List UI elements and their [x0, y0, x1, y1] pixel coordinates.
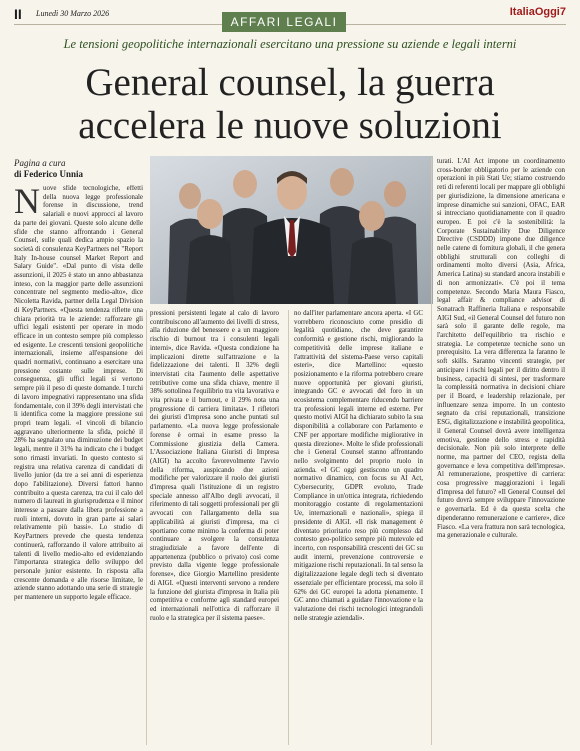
- byline: [14, 158, 142, 180]
- article-column-1: [14, 185, 143, 745]
- publication-logo: ItaliaOggi7: [509, 6, 566, 18]
- article-photo: [150, 156, 433, 304]
- issue-date: Lunedì 30 Marzo 2026: [36, 9, 110, 18]
- byline-prefix: Pagina a cura: [14, 158, 66, 168]
- article-column-2: pressioni persistenti legate al calo di lavoro contribuiscono all'aumento dei livelli di stress, alla riduzione del benessere e a un maggiore rischio di burnout tra i consulenti legali interni», dice Ravida. «Questa condizione ha implicazioni dirette sull'attrazione e la fidelizzazione dei talenti. Il 32% degli intervistati cita l'aumento delle aspettative retributive come una sfida chiave, mentre il 38% sottolinea l'equilibrio tra vita lavorativa e vita privata e il burnout, e il 29% nota una progressione di carriera limitata». I rifletori dei giuristi d'impresa sono anche puntati sul parlamento. «La nuova legge professionale forense è ormai in esame presso la Commissione giustizia della Camera. L'Associazione Italiana Giuristi di Impresa (AIGI) ha accolto favorevolmente l'avvio della riforma, auspicando due azioni modifiche per valorizzare il ruolo dei giuristi d'impresa quali l'istituzione di un registro speciale annesso all'Albo degli avvocati, il riferimento di tali soggetti professionali per gli avvocati con l'allargamento della sua applicabilità ai giuristi d'impresa, ma ci sportiamo come minimo la conferma di poter continuare a svolgere la consulenza stragiudiziale a favore dell'ente di appartenenza (pubblico o privato) così come previsto dalla vigente legge professionale forense», dice Giorgio Martellino presidente di AIGI. «Questi interventi servono a rendere la funzione del giurista d'impresa in Italia più competitiva e conforme agli standard europei ed internazionali nell'ottica di rafforzare il ruolo e la strategica per il sistema paese».: [150, 310, 279, 622]
- byline-author: di Federico Unnia: [14, 169, 83, 179]
- column-divider: [431, 158, 432, 745]
- article-kicker: Le tensioni geopolitiche internazionali esercitano una pressione su aziende e legali interni: [63, 37, 517, 51]
- business-people-illustration: [150, 156, 433, 304]
- article-column-3: no dall'iter parlamentare ancora aperta. «I GC vorrebbero riconosciuto come presidio di legalità quotidiano, che deve garantire conformità e gestione rischi, migliorando la competitività delle imprese italiane e l'attrattività del sistema-Paese verso capitali esteri», dice Martellino: «questo posizionamento e la riforma potrebbero creare nuove opportunità per giovani giuristi, integrando GC e avvocati del foro in un ecosistema complementare riducendo barriere tra professioni legali interne ed esterne. Per questo motivi AIGI ha dichiarato subito la sua disponibilità a collaborare con Parlamento e CNF per apportare modifiche migliorative in questa direzione». Molte le sfide professionali che i General Counsel stanno affrontando nello svolgimento del proprio ruolo in azienda. «I GC oggi gestiscono un quadro normativo dinamico, con focus su AI Act, Cybersecurity, GDPR evoluto, Trade Compliance in un'ottica integrata, richiedendo monitoraggio costante di regolamentazioni Ue, internazionali e nazionali», spiega il presidente di AIGI. «Il risk management è diventato prioritario reso più complesso dal contesto geo-politico sempre più mutevole ed incerto, con responsabilità crescenti dei GC su audit interni, prevenzione controversie e mitigazione rischi reputazionali. In tal senso la digitalizzazione legale degli tech si diventato essenziale per efficientare processi, ma solo il 62% dei GC europei la adotta pienamente. I GC anno chiamati a guidare l'innovazione e la valutazione dei rischi tecnologici integrandoli nelle strategie aziendali».: [294, 310, 423, 622]
- section-label: AFFARI LEGALI: [222, 12, 346, 32]
- headline-line-1: General counsel, la guerra: [85, 61, 495, 104]
- column-1-text: uove sfide tecnologiche, effetti della nuova legge professionale forense in discussione, trend salariali e nuovi approcci al lavoro da parte dei giovani. Queste solo alcune delle sfide che stanno affrontando i General Counsel, sulle quali dedica ampio spazio la società di consulenza KeyPartners nel "Report Italy In-house counsel Market Report and Salary Guide". «Dal punto di vista delle assunzioni, il 2025 è stato un anno abbastanza inteso, con la maggior parte delle assunzioni concentrate nel segmento medio-alto», dice Nicoletta Ravida, partner della Legal Division di KeyPartners. «Questa tendenza riflette una chiara priorità tra le aziende: rafforzare gli uffici legali esistenti per operare in modo efficace in un contesto sempre più complesso ed esigente. Le crescenti tensioni geopolitiche internazionali, insieme all'espansione dei quadri normativi, continuano a esercitare una pressione costante sulle imprese. Di conseguenza, gli uffici legali si vertono sempre più il peso di queste domande. I turchi di lavoro impegnativi rappresentano una sfida fondamentale, con il 39% degli intervistati che li identifica come la maggiore pressione sui propri team legali. «I vincoli di bilancio aggravano ulteriormente la sfida, poiché il 28% ha segnalato una diminuzione dei budget legali, mentre il 31% ha indicato che i budget sono rimasti invariati. In questo contesto si registra una relativa carenza di candidati di livello junior (da tre a sei anni di esperienza dopo l'abilitazione). Diversi fattori hanno contribuito a questa carenza, tra cui il calo del numero di laureati in giurisprudenza e il minor interesse a passare dalla libera professione a ruoli interni, dovuto in gran parte ai salari relativamente più bassi». Lo studio di KeyPartners prevede che questa tendenza continuerà, rafforzando il valore attribuito ai talenti di livello medio-alto ed evidenziando l'importanza strategica dello sviluppo del personale junior esistente. In risposta alla crescente domanda e alle risorse limitate, le aziende stanno adottando una serie di strategie per mantenere un supporto legale efficace.: [14, 185, 143, 602]
- column-divider: [288, 310, 289, 745]
- headline-line-2: accelera le nuove soluzioni: [78, 104, 502, 147]
- drop-cap: N: [14, 185, 40, 221]
- page-number: II: [14, 6, 22, 22]
- article-headline: [14, 61, 566, 147]
- article-column-4: turati. L'AI Act impone un coordinamento cross-border obbligatorio per le aziende con operazioni in più Stati Ue; stiamo costruendo reti di referenti locali per mappare gli obblighi per giurisdizione, la dimensione americana e imprese dinamiche sui sanzioni, OFAC, EAR si intrecciano quotidianamente con il quadro europeo. E poi c'è la sostenibilità: la Corporate Sustainability Due Diligence Directive (CSDDD) impone due diligence nelle catene di fornitura globali, il che genera obblighi strutturali con colleghi di ordinamenti molto diversi (Asia, Africa, America Latina) su standard ancora instabili e di non armonizzati». C'è poi il tema competenze. Secondo Maria Maura Fiasco, legal affair & compliance advisor di Sonatrach Raffineria Italiana e responsabile AIGI Sud, «il General Counsel del futuro non sarà solo il garante delle regole, ma l'architetto dell'equilibrio tra rischio e strategia. Le competenze tecniche sono un prerequisito. La vera differenza la faranno le soft skills. Saranno vincenti strategie, per anticipare i rischi legali per il diritto dentro il business, capacità di sintesi, per trasformare la complessità normativa in decisioni chiare per il Board, e leadership relazionale, per influenzare senza imporre. In un contesto segnato da crisi reputazionali, transizione ESG, digitalizzazione e instabilità geopolitica, il General Counsel dovrà avere intelligenza emotiva, gestione dello stress e rapidità decisionale. Non più solo interprete delle norme, ma partner del CEO, regista della governance e leva competitiva dell'impresa». Al remunerazione, prospettive di carriera: cosa progressive maggiorazioni i legali d'impresa del futuro? «Il General Counsel del futuro dovrà sempre sviluppare l'innovazione e governarla. Ed è da questa scelta che dipenderanno remunerazione e carriere», dice Fiasco. «La vera frattura non sarà tecnologica, ma generazionale e culturale.: [437, 158, 565, 540]
- column-divider: [146, 310, 147, 745]
